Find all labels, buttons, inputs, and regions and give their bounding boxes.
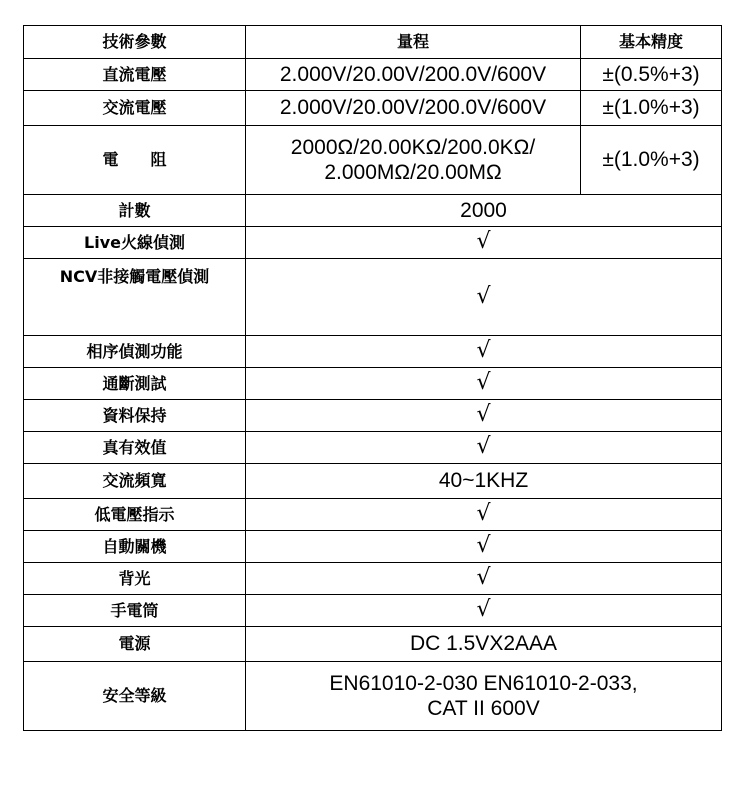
table-row [24,227,722,259]
row-label: Live火線偵測 [24,227,246,259]
table-row [24,499,722,531]
row-range [246,126,581,195]
check-mark: √ [246,336,722,368]
row-label: 低電壓指示 [24,499,246,531]
row-accuracy: ±(0.5%+3) [581,59,722,91]
table-row [24,464,722,499]
row-value: 2000 [246,195,722,227]
row-label: 真有效值 [24,432,246,464]
row-label: 直流電壓 [24,59,246,91]
row-value-line2: CAT II 600V [427,697,540,720]
row-label: 電 阻 [24,126,246,195]
row-label: NCV非接觸電壓偵測 [24,259,246,336]
row-range-line2: 2.000MΩ/20.00MΩ [324,161,502,184]
table-row [24,627,722,662]
table-row [24,531,722,563]
row-label: 自動關機 [24,531,246,563]
row-value [246,662,722,731]
row-label: 通斷測試 [24,368,246,400]
row-label: 安全等級 [24,662,246,731]
row-label: 手電筒 [24,595,246,627]
row-accuracy: ±(1.0%+3) [581,91,722,126]
check-mark: √ [246,400,722,432]
row-label: 交流電壓 [24,91,246,126]
row-value: 40~1KHZ [246,464,722,499]
table-row [24,336,722,368]
header-param: 技術參數 [24,26,246,59]
table-row [24,195,722,227]
table-row [24,91,722,126]
row-label: 相序偵測功能 [24,336,246,368]
table-row [24,563,722,595]
row-label: 背光 [24,563,246,595]
table-row [24,400,722,432]
row-range: 2.000V/20.00V/200.0V/600V [246,91,581,126]
spec-table [23,25,722,731]
row-value: DC 1.5VX2AAA [246,627,722,662]
check-mark: √ [246,227,722,259]
table-row [24,368,722,400]
row-label: 交流頻寬 [24,464,246,499]
row-range-line1: 2000Ω/20.00KΩ/200.0KΩ/ [290,135,536,159]
row-accuracy: ±(1.0%+3) [581,126,722,195]
row-value-line1: EN61010-2-030 EN61010-2-033, [329,671,638,695]
table-row [24,432,722,464]
check-mark: √ [246,368,722,400]
header-row [24,26,722,59]
table-row [24,126,722,195]
row-label: 電源 [24,627,246,662]
table-row [24,259,722,336]
header-range: 量程 [246,26,581,59]
check-mark: √ [246,563,722,595]
row-range: 2.000V/20.00V/200.0V/600V [246,59,581,91]
header-accuracy: 基本精度 [581,26,722,59]
check-mark: √ [246,432,722,464]
check-mark: √ [246,499,722,531]
check-mark: √ [246,595,722,627]
check-mark: √ [246,259,722,336]
table-row [24,662,722,731]
table-row [24,595,722,627]
row-label: 計數 [24,195,246,227]
check-mark: √ [246,531,722,563]
row-label: 資料保持 [24,400,246,432]
table-row [24,59,722,91]
